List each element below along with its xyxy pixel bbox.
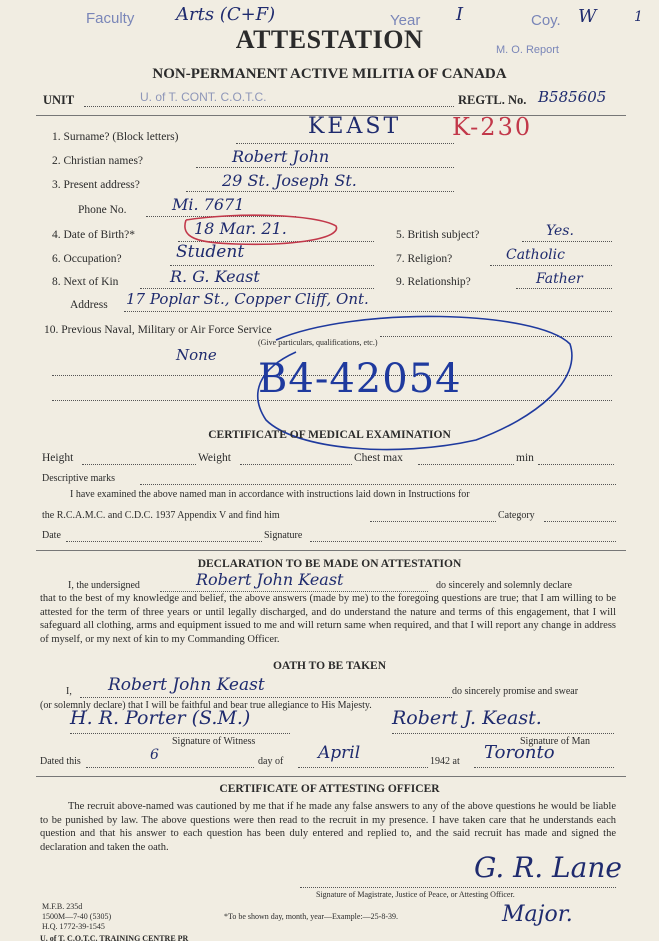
oath-divider <box>36 776 626 777</box>
surname-value: KEAST <box>308 114 402 139</box>
dated-place-line <box>474 767 614 768</box>
next-of-kin-line <box>140 288 374 289</box>
stamp-mo-report: M. O. Report <box>496 44 559 56</box>
religion-value: Catholic <box>506 247 565 263</box>
address-value: 29 St. Joseph St. <box>222 171 357 190</box>
man-signature: Robert J. Keast. <box>392 707 542 729</box>
category-label: Category <box>498 510 535 521</box>
christian-names-label: 2. Christian names? <box>52 155 144 167</box>
dob-label: 4. Date of Birth?* <box>52 229 136 241</box>
christian-names-line <box>196 167 454 168</box>
officer-heading: CERTIFICATE OF ATTESTING OFFICER <box>219 783 440 795</box>
oath-heading: OATH TO BE TAKEN <box>272 660 386 672</box>
regtl-label: REGTL. No. <box>458 93 527 107</box>
unit-value: U. of T. CONT. C.O.T.C. <box>140 90 267 104</box>
day-of-label: day of <box>258 756 284 767</box>
footer-print-line: 1500M—7-40 (5305) <box>42 912 112 921</box>
oath-i-label: I, <box>66 686 72 697</box>
witness-signature-label: Signature of Witness <box>172 736 256 747</box>
chest-line <box>418 464 514 465</box>
officer-signature-line <box>300 887 616 888</box>
medical-text-1: I have examined the above named man in accordance with instructions laid down in Instructions for <box>70 489 470 500</box>
officer-signature: G. R. Lane <box>474 851 622 884</box>
religion-label: 7. Religion? <box>396 253 453 265</box>
dated-day-line <box>86 767 254 768</box>
weight-line <box>240 464 352 465</box>
dated-month-line <box>298 767 428 768</box>
phone-value: Mi. 7671 <box>172 195 245 214</box>
footer-form-number: M.F.B. 235d <box>42 902 83 911</box>
officer-body: The recruit above-named was cautioned by me that if he made any false answers to any of the above questions he would be liable to be punished by law. The above questions were then read to the recruit in my presence. I have taken care that he understands each question and that his answer to each question has been duly entered and replied to, and the said recruit has made and signed the declaration and taken the oath. <box>40 801 616 853</box>
stamp-faculty-value: Arts (C+F) <box>176 4 276 25</box>
oath-name: Robert John Keast <box>108 675 265 695</box>
kin-address-label: Address <box>70 299 108 311</box>
witness-signature: H. R. Porter (S.M.) <box>70 707 251 729</box>
year-at-label: 1942 at <box>430 756 460 767</box>
surname-line <box>236 143 454 144</box>
declaration-body: that to the best of my knowledge and belief, the above answers (made by me) to the foregoing questions are true; that I am willing to be attested for the term of three years or until legally discharged, and do understand the nature and terms of this engagement, that I will safeguard all clothing, arms and equipment issued to me and will return same when required, and that I will report any change in address of myself, or my next of kin to my Commanding Officer. <box>40 593 616 645</box>
stamp-year-label: Year <box>390 12 421 29</box>
stamp-mark: 1 <box>634 9 643 25</box>
document-title: ATTESTATION <box>235 25 424 54</box>
occupation-label: 6. Occupation? <box>52 253 122 265</box>
unit-line <box>84 106 454 107</box>
category-line <box>544 521 616 522</box>
stamp-coy-label: Coy. <box>531 12 561 29</box>
medical-date-line <box>66 541 262 542</box>
declaration-name: Robert John Keast <box>196 570 344 589</box>
address-label: 3. Present address? <box>52 179 140 191</box>
chest-label: Chest max <box>354 452 403 464</box>
regtl-value: B585605 <box>538 88 607 106</box>
medical-divider <box>36 550 626 551</box>
witness-signature-line <box>70 733 290 734</box>
dated-month-value: April <box>318 743 361 763</box>
relationship-value: Father <box>536 271 583 287</box>
next-of-kin-label: 8. Next of Kin <box>52 276 119 288</box>
marks-label: Descriptive marks <box>42 473 116 484</box>
officer-rank: Major. <box>502 902 573 927</box>
service-label: 10. Previous Naval, Military or Air Force Service <box>44 324 272 336</box>
kin-address-value: 17 Poplar St., Copper Cliff, Ont. <box>126 290 369 308</box>
height-line <box>82 464 196 465</box>
medical-text-2: the R.C.A.M.C. and C.D.C. 1937 Appendix V and find him <box>42 510 280 521</box>
weight-label: Weight <box>198 452 231 464</box>
footer-hq-line: H.Q. 1772-39-1545 <box>42 922 105 931</box>
surname-number: K-230 <box>452 113 533 141</box>
dated-label: Dated this <box>40 756 81 767</box>
service-sublabel: (Give particulars, qualifications, etc.) <box>258 338 378 347</box>
dated-day-value: 6 <box>150 747 159 763</box>
stamp-faculty-label: Faculty <box>86 10 135 27</box>
min-line <box>538 464 614 465</box>
religion-line <box>490 265 612 266</box>
document-subtitle: NON-PERMANENT ACTIVE MILITIA OF CANADA <box>152 66 507 82</box>
man-signature-line <box>392 733 614 734</box>
occupation-value: Student <box>176 242 245 262</box>
phone-label: Phone No. <box>78 204 127 216</box>
min-label: min <box>516 452 534 464</box>
unit-label: UNIT <box>43 93 75 107</box>
british-subject-label: 5. British subject? <box>396 229 480 241</box>
marks-line <box>140 484 616 485</box>
relationship-label: 9. Relationship? <box>396 276 471 288</box>
declaration-i-label: I, the undersigned <box>68 580 140 591</box>
address-line <box>186 191 454 192</box>
declaration-heading: DECLARATION TO BE MADE ON ATTESTATION <box>197 558 462 570</box>
declaration-body-start: do sincerely and solemnly declare <box>436 580 573 591</box>
oath-line1-end: do sincerely promise and swear <box>452 686 579 697</box>
british-subject-value: Yes. <box>546 223 574 239</box>
service-number: B4-42054 <box>258 356 462 402</box>
relationship-line <box>516 288 612 289</box>
man-signature-label: Signature of Man <box>520 736 590 747</box>
dob-value: 18 Mar. 21. <box>194 219 287 238</box>
stamp-year-value: I <box>456 4 464 25</box>
christian-names-value: Robert John <box>232 147 330 166</box>
medical-find-line <box>370 521 496 522</box>
footer-cut-line: U. of T. C.O.T.C. TRAINING CENTRE PR <box>40 934 189 941</box>
medical-signature-label: Signature <box>264 530 303 541</box>
service-value: None <box>176 346 217 364</box>
medical-date-label: Date <box>42 530 61 541</box>
british-subject-line <box>522 241 612 242</box>
footer-footnote: *To be shown day, month, year—Example:—25-8-39. <box>224 912 398 921</box>
oath-name-line <box>80 697 452 698</box>
dated-place-value: Toronto <box>484 742 555 763</box>
surname-label: 1. Surname? (Block letters) <box>52 131 179 143</box>
height-label: Height <box>42 452 74 464</box>
oath-line2: (or solemnly declare) that I will be faithful and bear true allegiance to His Majesty. <box>40 700 372 711</box>
stamp-coy-value: W <box>578 6 597 27</box>
medical-heading: CERTIFICATE OF MEDICAL EXAMINATION <box>208 429 451 441</box>
occupation-line <box>170 265 374 266</box>
medical-signature-line <box>310 541 616 542</box>
officer-signature-label: Signature of Magistrate, Justice of Peace, or Attesting Officer. <box>316 890 515 899</box>
next-of-kin-value: R. G. Keast <box>170 267 260 286</box>
